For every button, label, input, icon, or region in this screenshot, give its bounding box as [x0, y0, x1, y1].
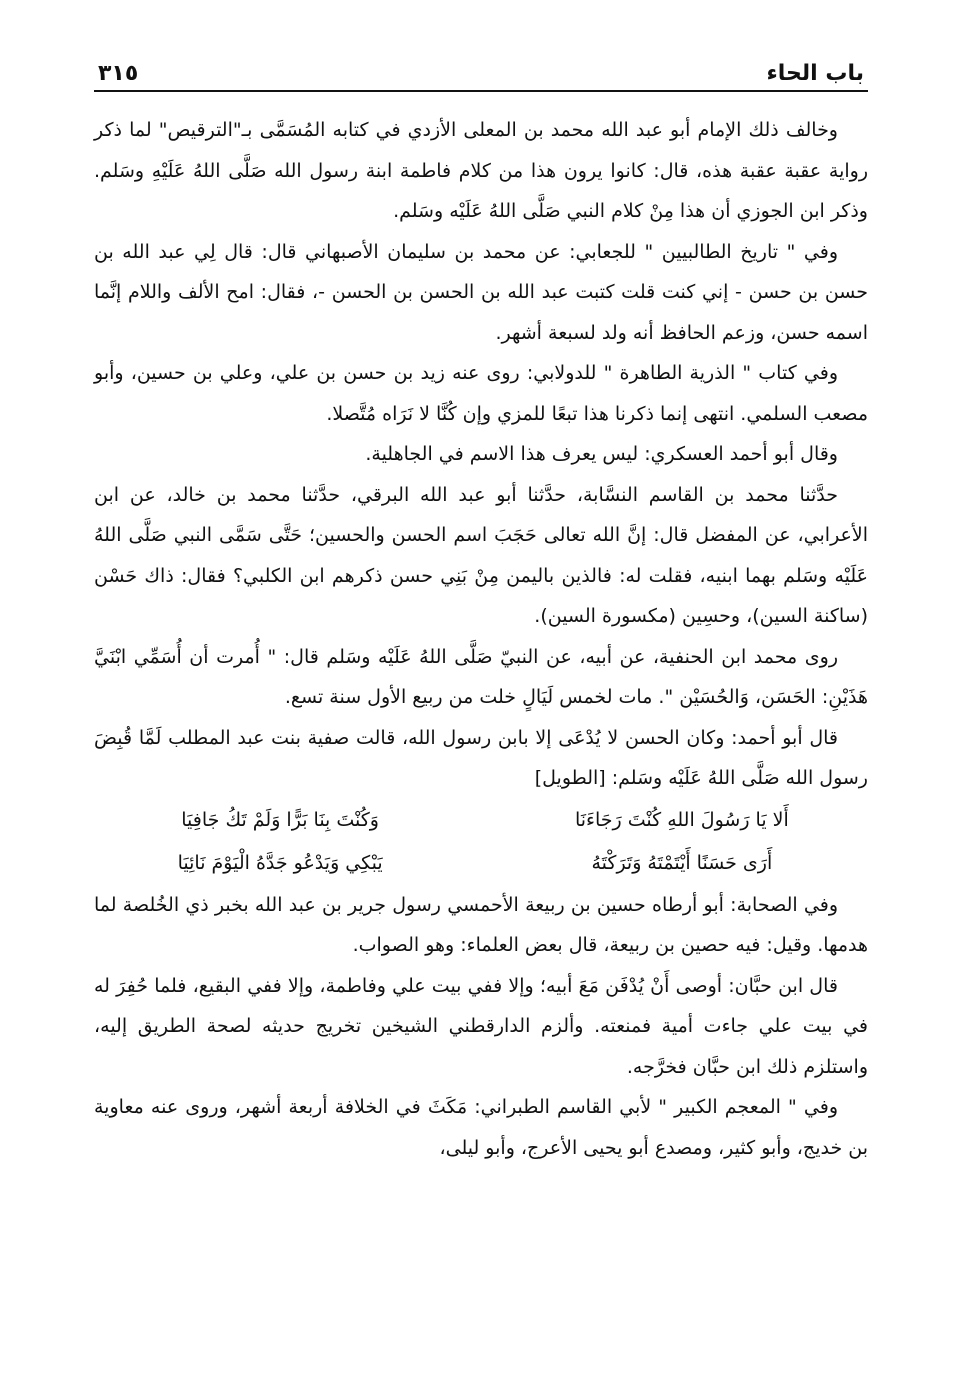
poem-verse: [94, 842, 868, 885]
verse-second-hemistich: وَكُنْتَ بِنَا بَرًّا وَلَمْ تَكُ جَافِيَا: [181, 808, 379, 831]
paragraph: وقال أبو أحمد العسكري: ليس يعرف هذا الاسم في الجاهلية.: [365, 443, 838, 465]
verse-first-hemistich: أَلا يَا رَسُولَ اللهِ كُنْتَ رَجَاءَنَا: [574, 808, 789, 831]
paragraph: قال أبو أحمد: وكان الحسن لا يُدْعَى إلا بابن رسول الله، قالت صفية بنت عبد المطلب لَمَّا قُبِضَ رسول الله صَلَّى اللهُ عَلَيْه وسَلم: [الطويل]: [94, 726, 868, 789]
paragraph: روى محمد ابن الحنفية، عن أبيه، عن النبيّ صَلَّى اللهُ عَلَيْه وسَلم قال: " أُمرت أن أُسَمِّي ابْنَيَّ هَذَيْنِ: الحَسَن، وَالحُسَيْن ". مات لخمس لَيَالٍ خلت من ربيع الأول سنة تسع.: [94, 645, 868, 708]
paragraph: قال ابن حبَّان: أوصى أَنْ يُدْفَن مَعَ أبيه؛ وإلا ففي بيت علي وفاطمة، وإلا ففي البقيع، فلما حُفِرَ له في بيت علي جاءت أمية فمنعته. وألزم الدارقطني الشيخين تخريج حديثه لصحة الطريق إليه، واستلزم ذلك ابن حبَّان فخرَّجه.: [94, 974, 868, 1078]
book-page: [94, 50, 868, 1168]
page-header: [94, 50, 868, 92]
paragraph: وفي " المعجم الكبير " لأبي القاسم الطبراني: مَكَثَ في الخلافة أربعة أشهر، وروى عنه معاوية بن خديج، وأبو كثير، ومصدع أبو يحيى الأعرج، وأبو ليلى،: [94, 1096, 868, 1159]
page-number: ٣١٥: [98, 61, 139, 86]
paragraph: وفي الصحابة: أبو أرطاه حسين بن ربيعة الأحمسي رسول جرير بن عبد الله بخبر ذي الخُلصة لما هدمها. وقيل: فيه حصين بن ربيعة، قال بعض العلماء: وهو الصواب.: [94, 893, 868, 956]
paragraph: وفي كتاب " الذرية الطاهرة " للدولابي: روى عنه زيد بن حسن بن علي، وعلي بن حسين، وأبو مصعب السلمي. انتهى إنما ذكرنا هذا تبعًا للمزي وإن كُنَّا لا نَرَاه مُتَّصلا.: [94, 362, 868, 425]
poem-verse: [94, 799, 868, 842]
verse-first-hemistich: أَرَى حَسَنًا أَيْتَمْتَهُ وَتَرَكْتَهُ: [591, 851, 773, 874]
page-body: [94, 110, 868, 1168]
paragraph: وفي " تاريخ الطالبيين " للجعابي: عن محمد بن سليمان الأصبهاني قال: قال لِي عبد الله بن حسن بن حسن - إني كنت قلت كتبت عبد الله بن الحسن بن الحسن -، فقال: امح الألف واللام إنَّما اسمه حسن، وزعم الحافظ أنه ولد لسبعة أشهر.: [94, 240, 868, 344]
paragraph: حدَّثنا محمد بن القاسم النسَّابة، حدَّثنا أبو عبد الله البرقي، حدَّثنا محمد بن خالد، عن ابن الأعرابي، عن المفضل قال: إنَّ الله تعالى حَجَبَ اسم الحسن والحسين؛ حَتَّى سَمَّى النبي صَلَّى اللهُ عَلَيْه وسَلم بهما ابنيه، فقلت له: فالذين باليمن مِنْ بَنِي حسن ذكرهم ابن الكلبي؟ فقال: ذاك حَسْن (ساكنة السين)، وحسِين (مكسورة السين).: [94, 483, 868, 627]
verse-second-hemistich: يَبْكِي وَيَدْعُو جَدَّهُ الْيَوْمَ نَائِيَا: [177, 851, 383, 874]
paragraph: وخالف ذلك الإمام أبو عبد الله محمد بن المعلى الأزدي في كتابه المُسَمَّى بـ"الترقيص" لما ذكر رواية عقبة عقبة هذه، قال: كانوا يرون هذا من كلام فاطمة ابنة رسول الله صَلَّى اللهُ عَلَيْهِ وسَلم. وذكر ابن الجوزي أن هذا مِنْ كلام النبي صَلَّى اللهُ عَلَيْه وسَلم.: [94, 119, 868, 222]
chapter-title: باب الحاء: [766, 61, 864, 86]
